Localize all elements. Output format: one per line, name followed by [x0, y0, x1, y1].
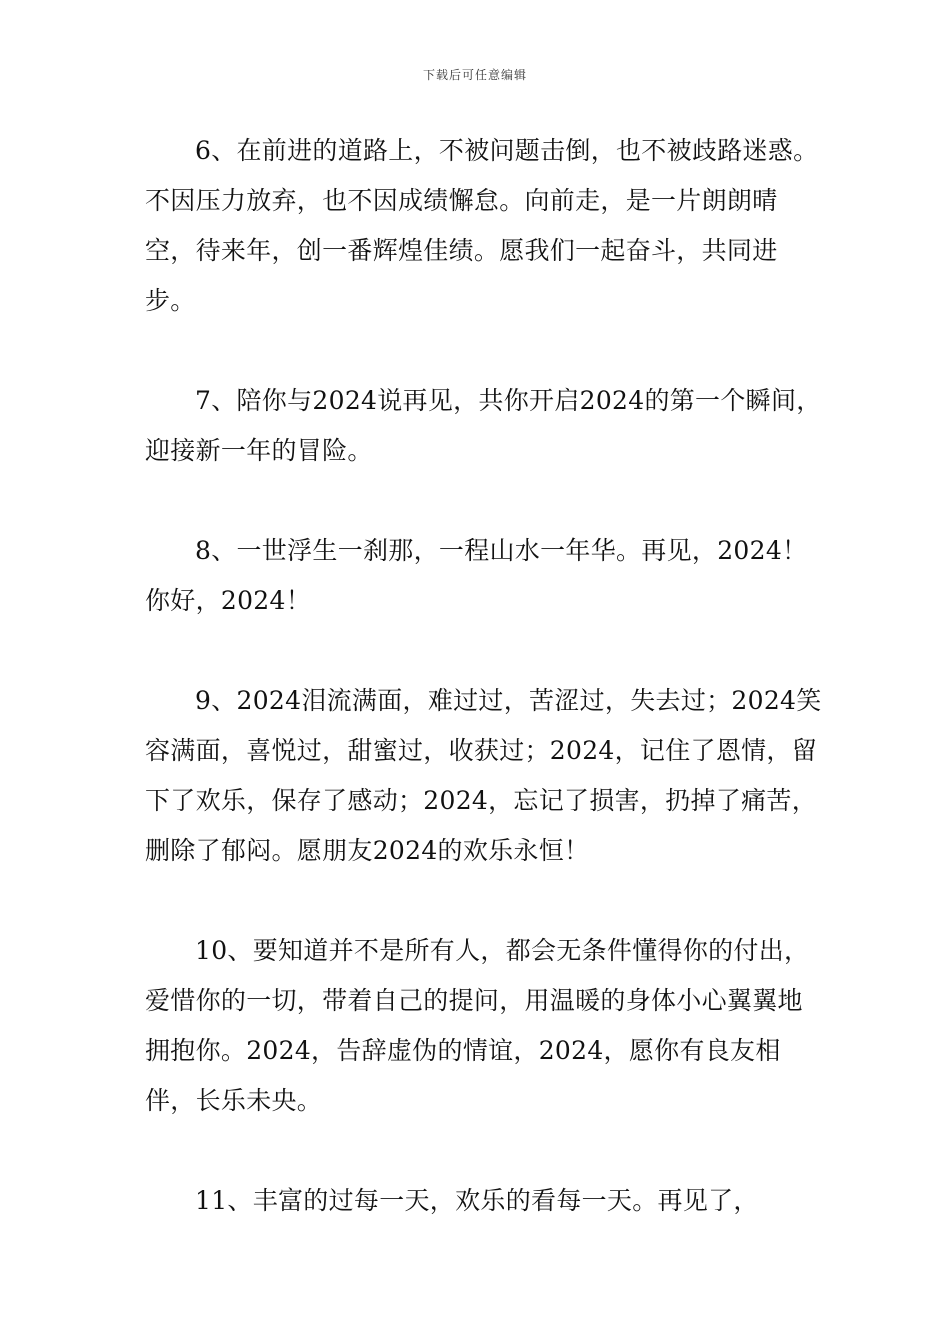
paragraph-10: 10、要知道并不是所有人，都会无条件懂得你的付出，爱惜你的一切，带着自己的提问，用温暖的身体小心翼翼地拥抱你。2024，告辞虚伪的情谊，2024，愿你有良友相伴，长乐未央。 — [145, 936, 810, 1115]
paragraph-7: 7、陪你与2024说再见，共你开启2024的第一个瞬间，迎接新一年的冒险。 — [145, 386, 822, 465]
paragraph-6: 6、在前进的道路上，不被问题击倒，也不被歧路迷惑。不因压力放弃，也不因成绩懈怠。向前走，是一片朗朗晴空，待来年，创一番辉煌佳绩。愿我们一起奋斗，共同进步。 — [145, 136, 819, 315]
paragraph-gap — [145, 876, 825, 926]
paragraph-11: 11、丰富的过每一天，欢乐的看每一天。再见了， — [195, 1186, 759, 1215]
paragraph-9: 9、2024泪流满面，难过过，苦涩过，失去过；2024笑容满面，喜悦过，甜蜜过，收获过；2024，记住了恩情，留下了欢乐，保存了感动；2024，忘记了损害，扔掉了痛苦，删除了郁闷。愿朋友2024的欢乐永恒！ — [145, 686, 822, 865]
paragraph-gap — [145, 476, 825, 526]
paragraph-gap — [145, 1126, 825, 1176]
paragraph-8: 8、一世浮生一刹那，一程山水一年华。再见，2024！你好，2024！ — [145, 536, 808, 615]
page-header: 下载后可任意编辑 — [422, 68, 527, 82]
document-body — [145, 126, 825, 1226]
paragraph-gap — [145, 326, 825, 376]
paragraph-gap — [145, 626, 825, 676]
